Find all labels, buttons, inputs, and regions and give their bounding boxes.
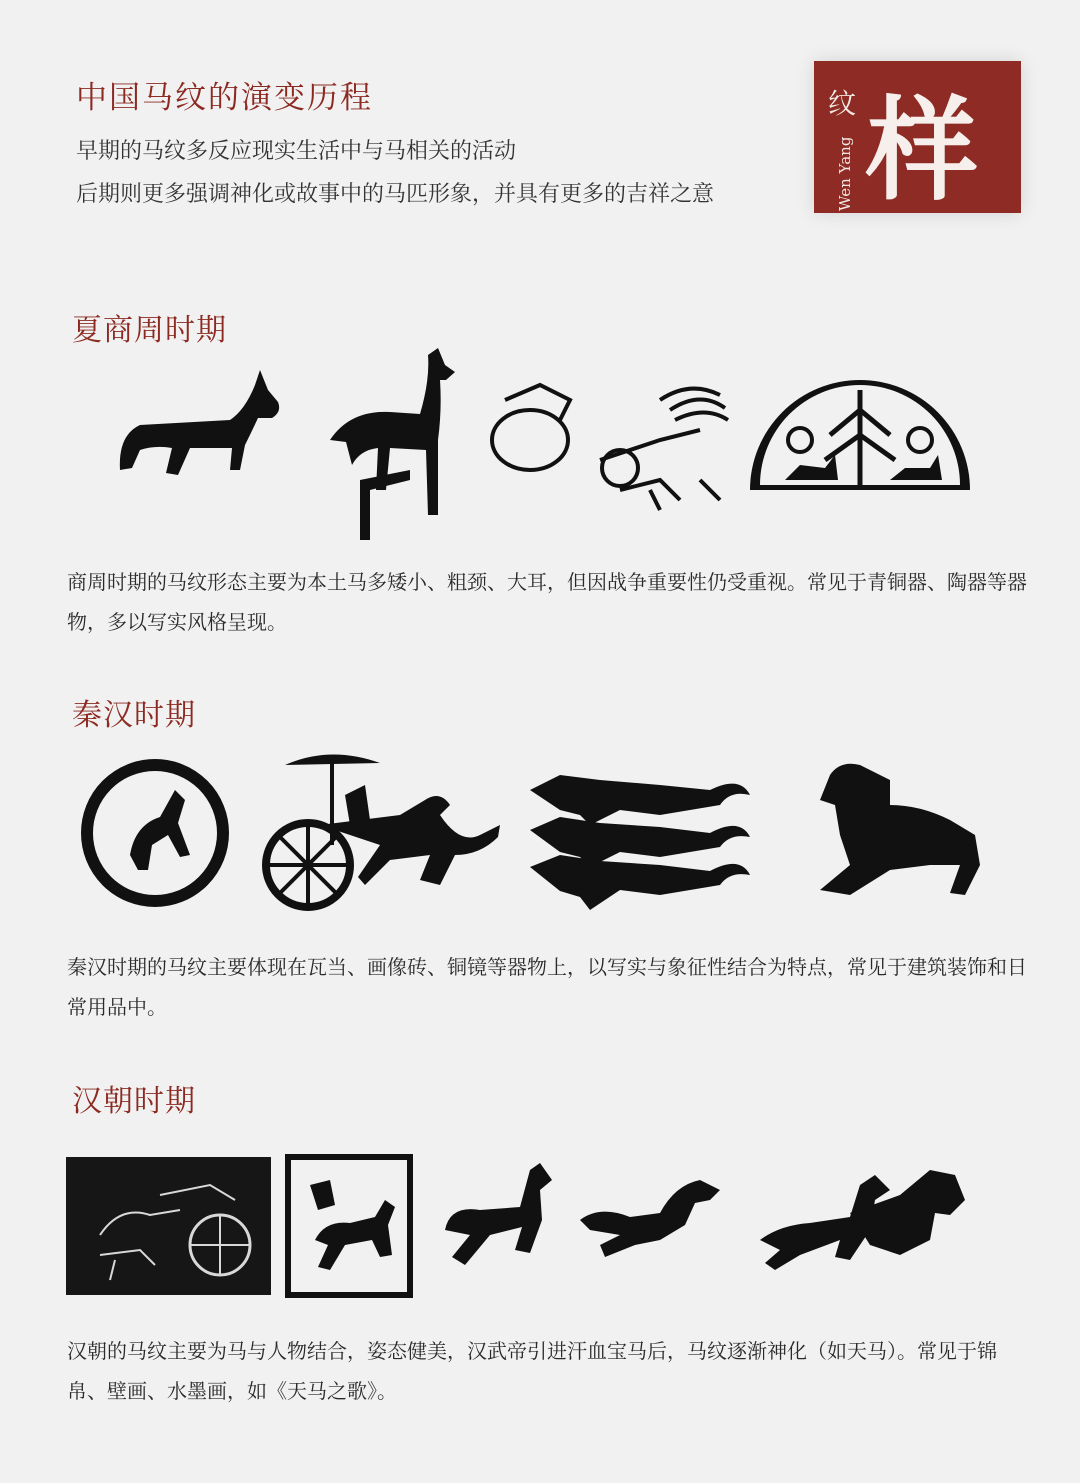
- logo-latin: Wen Yang: [836, 136, 854, 211]
- bronze-horse-image: [820, 764, 980, 895]
- logo-char-large: 样: [866, 85, 978, 213]
- section-title-qin-han: 秦汉时期: [72, 698, 196, 733]
- section-description-xia-shang-zhou: 商周时期的马纹形态主要为本土马多矮小、粗颈、大耳，但因战争重要性仍受重视。常见于青铜器、陶器等器物，多以写实风格呈现。: [67, 570, 1027, 634]
- han-dynasty-horse-motifs: [60, 1145, 1020, 1300]
- intro-line-1: 早期的马纹多反应现实生活中与马相关的活动: [76, 139, 517, 164]
- section-description-han-dynasty: 汉朝的马纹主要为马与人物结合，姿态健美，汉武帝引进汗血宝马后，马纹逐渐神化（如天马）。常见于锦帛、壁画、水墨画，如《天马之歌》。: [67, 1339, 997, 1403]
- oracle-bone-horse-image: [330, 348, 455, 540]
- galloping-horses-ink-image: [445, 1163, 965, 1270]
- pictograph-horse-image: [120, 370, 279, 475]
- xia-shang-zhou-horse-motifs: [60, 340, 1020, 550]
- logo-char-small: 纹: [828, 87, 857, 120]
- round-tile-horse-image: [87, 765, 223, 901]
- page-title: 中国马纹的演变历程: [76, 80, 373, 116]
- chariot-hunting-scene-image: [492, 385, 728, 510]
- stone-rubbing-rider-image: [288, 1157, 410, 1295]
- chariot-with-canopy-image: [266, 754, 500, 907]
- section-description-qin-han: 秦汉时期的马纹主要体现在瓦当、画像砖、铜镜等器物上，以写实与象征性结合为特点，常见于建筑装饰和日常用品中。: [67, 955, 1027, 1019]
- qin-han-horse-motifs: [60, 745, 1020, 920]
- section-title-han-dynasty: 汉朝时期: [72, 1084, 196, 1119]
- semicircle-tile-image: [750, 380, 970, 490]
- intro-line-2: 后期则更多强调神化或故事中的马匹形象，并具有更多的吉祥之意: [76, 182, 715, 207]
- three-galloping-horses-image: [530, 775, 750, 910]
- stone-rubbing-chariot-image: [66, 1157, 271, 1295]
- wenyang-logo: [814, 61, 1021, 213]
- section-title-xia-shang-zhou: 夏商周时期: [72, 313, 227, 348]
